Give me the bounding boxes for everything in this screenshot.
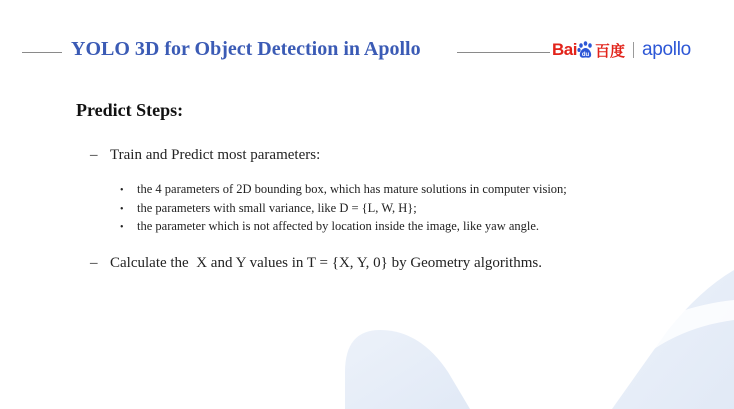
list-item-text: Calculate the X and Y values in T = {X, Y, 0} by Geometry algorithms. [110,255,542,271]
section-heading: Predict Steps: [76,100,184,120]
svg-text:du: du [581,52,590,58]
list-item [90,147,320,164]
sub-list-item-text: the parameter which is not affected by location inside the image, like yaw angle. [137,219,540,233]
bullet-icon: • [120,203,124,215]
bullet-icon: • [120,185,124,196]
list-item [90,255,542,272]
sub-list [120,181,567,237]
dash-marker: – [90,147,98,163]
list-item-text: Train and Predict most parameters: [110,147,321,163]
header-rule-right [457,52,550,53]
sub-list-item [120,181,567,200]
bullet-icon: • [120,222,124,233]
slide-title: YOLO 3D for Object Detection in Apollo [71,38,421,60]
sub-list-item [120,200,567,219]
baidu-logo-chinese: 百度 [594,41,625,60]
logo-separator [633,42,634,58]
apollo-logo-text: apollo [641,39,691,60]
baidu-paw-icon [577,41,594,59]
sub-list-item-text: the 4 parameters of 2D bounding box, which has mature solutions in computer vision; [137,182,567,196]
dash-marker: – [90,255,98,271]
sub-list-item [120,218,567,237]
baidu-apollo-logo [552,36,691,64]
header-rule-left [22,52,62,53]
sub-list-item-text: the parameters with small variance, like D = {L, W, H}; [137,200,417,215]
baidu-logo-text: Bai [552,40,577,59]
